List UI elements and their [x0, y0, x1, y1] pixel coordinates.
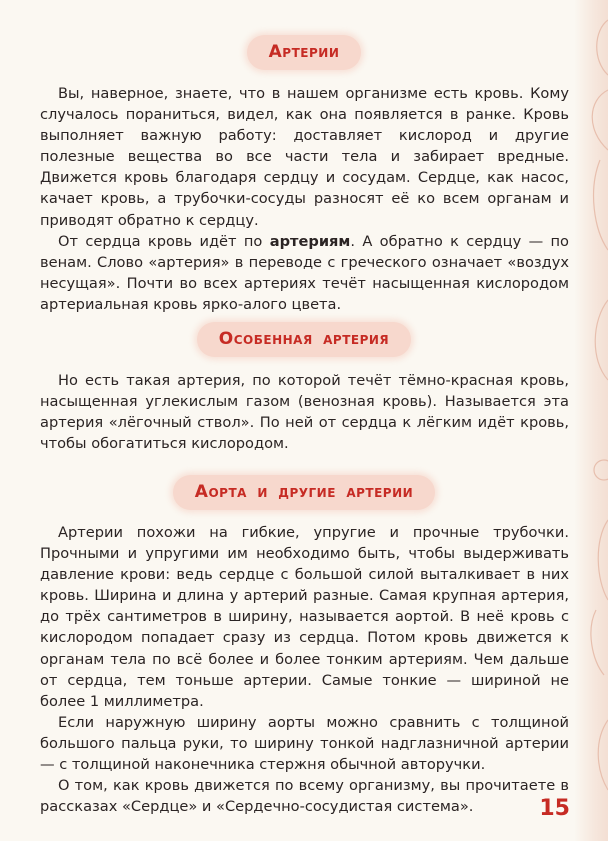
organ-sketch-icon: [574, 0, 608, 841]
paragraph: От сердца кровь идёт по артериям. А обратно к сердцу — по венам. Слово «артерия» в переводе с греческого означает «воздух несущая». Почти во всех артериях течёт насыщенная кислородом артериальная кровь ярко-алого цвета.: [40, 232, 569, 313]
paragraph: Если наружную ширину аорты можно сравнить с толщиной большого пальца руки, то ширину тонкой надглазничной артерии — с толщиной наконечника стержня обычной авторучки.: [40, 713, 569, 774]
heading-aorta-wrap: [0, 475, 608, 510]
heading-special-artery-wrap: [0, 322, 608, 357]
decorative-edge: [574, 0, 608, 841]
heading-aorta: Аорта и другие артерии: [173, 475, 435, 510]
bold-term: артериям: [269, 232, 351, 250]
page-number: 15: [539, 796, 570, 821]
heading-arteries: Артерии: [247, 35, 362, 70]
paragraph: О том, как кровь движется по всему организму, вы прочитаете в рассказах «Сердце» и «Сердечно-сосудистая система».: [40, 777, 569, 816]
section-arteries-text: [40, 83, 569, 315]
section-special-artery-text: [40, 370, 569, 454]
section-aorta-text: [40, 522, 569, 817]
paragraph: Но есть такая артерия, по которой течёт тёмно-красная кровь, насыщенная углекислым газом (венозная кровь). Называется эта артерия «лёгочный ствол». По ней от сердца к лёгким идёт кровь, чтобы обогатиться кислородом.: [40, 372, 569, 453]
heading-arteries-wrap: [0, 35, 608, 70]
heading-special-artery: Особенная артерия: [197, 322, 411, 357]
paragraph: Артерии похожи на гибкие, упругие и прочные трубочки. Прочными и упругими им необходимо быть, чтобы выдерживать давление крови: ведь сердце с большой силой выталкивает в них кровь. Ширина и длина у артерий разные. Самая крупная артерия, до трёх сантиметров в ширину, называется аортой. В неё кровь с кислородом попадает сразу из сердца. Потом кровь движется к органам тела по всё более и более тонким артериям. Чем дальше от сердца, тем тоньше артерии. Самые тонкие — шириной не более 1 миллиметра.: [40, 524, 569, 710]
paragraph: Вы, наверное, знаете, что в нашем организме есть кровь. Кому случалось пораниться, видел, как она появляется в ранке. Кровь выполняет важную работу: доставляет кислород и другие полезные вещества во все части тела и забирает вредные. Движется кровь благодаря сердцу и сосудам. Сердце, как насос, качает кровь, а трубочки-сосуды разносят её ко всем органам и приводят обратно к сердцу.: [40, 85, 569, 229]
